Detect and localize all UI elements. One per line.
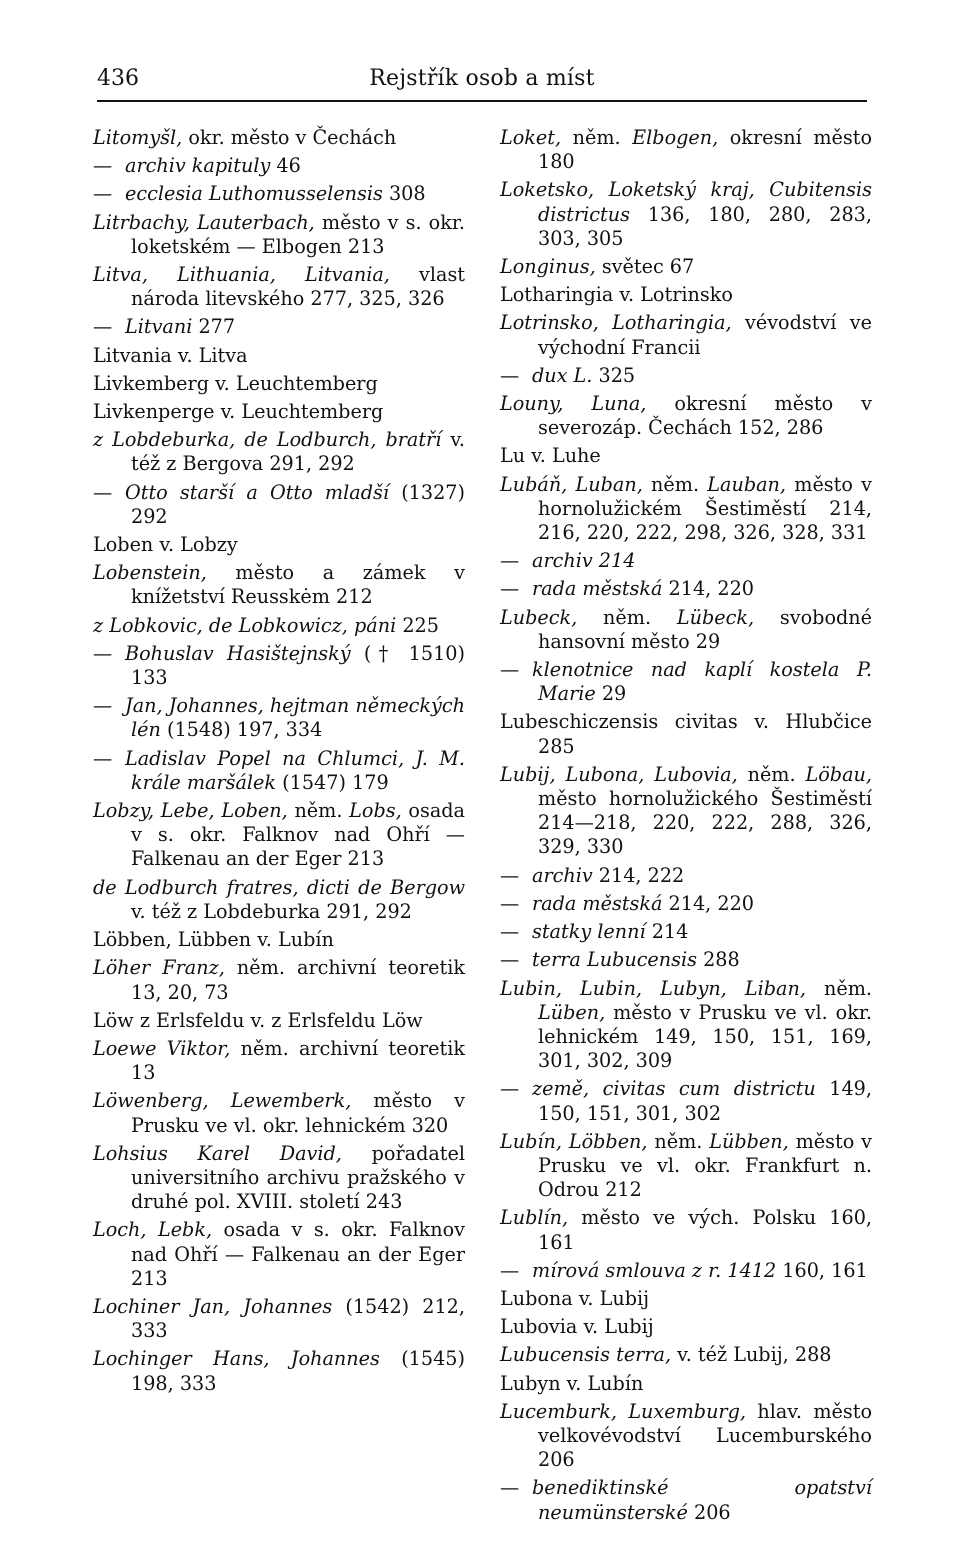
index-entry: [500, 892, 872, 916]
entry-term: Lauban,: [707, 472, 787, 496]
entry-dash: —: [500, 363, 520, 387]
index-entry: [500, 392, 872, 440]
entry-term: dux L.: [532, 363, 593, 387]
entry-text: Lotharingia v. Lotrinsko: [500, 283, 733, 307]
entry-term: Ladislav Popel na Chlumci, J. M. krále maršálek: [125, 746, 465, 794]
entry-term: statky lenní: [532, 920, 646, 944]
index-entry: [500, 126, 872, 174]
entry-text: v. též Lubij, 288: [671, 1343, 832, 1367]
index-entry: [93, 1037, 465, 1085]
entry-term: Otto starší a Otto mladší: [125, 480, 389, 504]
entry-dash: —: [500, 863, 520, 887]
index-entry: [500, 283, 872, 307]
running-title: Rejstřík osob a míst: [369, 66, 595, 91]
entry-term: Lublín,: [500, 1206, 569, 1230]
index-entry: [93, 1347, 465, 1395]
index-entry: [93, 154, 465, 178]
index-entry: [500, 1372, 872, 1396]
entry-text: město v Prusku ve vl. okr. lehnickém 149, 150, 151, 169, 301, 302, 309: [538, 1000, 872, 1073]
index-entry: [500, 364, 872, 388]
entry-dash: —: [93, 154, 113, 178]
entry-text: 29: [595, 682, 627, 706]
entry-text: Litvania v. Litva: [93, 343, 248, 367]
entry-text: 214, 222: [592, 863, 685, 887]
entry-term: Louny, Luna,: [500, 392, 647, 416]
index-entry: [500, 1206, 872, 1254]
index-entry: [93, 642, 465, 690]
index-entry: [93, 799, 465, 872]
index-entry: [500, 658, 872, 706]
index-entry: [93, 1295, 465, 1343]
entry-dash: —: [500, 577, 520, 601]
entry-text: něm. archivní teoretik 13, 20, 73: [131, 956, 465, 1004]
index-column-left: [93, 126, 465, 1400]
entry-term: ecclesia Luthomusselensis: [125, 182, 383, 206]
entry-text: město v s. okr. loketském — Elbogen 213: [131, 210, 466, 258]
index-entry: [93, 428, 465, 476]
entry-text: Lubona v. Lubij: [500, 1286, 650, 1310]
entry-dash: —: [93, 182, 113, 206]
entry-term: Lübben,: [709, 1129, 789, 1153]
index-entry: [500, 473, 872, 546]
entry-text: 46: [270, 154, 301, 178]
index-entry: [93, 372, 465, 396]
entry-dash: —: [500, 1258, 520, 1282]
index-entry: [500, 1130, 872, 1203]
index-entry: [93, 956, 465, 1004]
entry-term: Lochinger Hans, Johannes: [93, 1347, 380, 1371]
index-entry: [93, 481, 465, 529]
entry-text: (1542) 212, 333: [131, 1294, 465, 1343]
entry-text: vlast národa litevského 277, 325, 326: [131, 263, 466, 311]
entry-term: Loketsko, Loketský kraj, Cubitensis districtus: [500, 178, 872, 226]
page-header: [97, 64, 867, 102]
entry-dash: —: [93, 641, 113, 665]
entry-text: město a zámek v knížetství Reusskėm 212: [131, 561, 465, 609]
entry-term: Loket,: [500, 126, 562, 149]
index-entry: [500, 311, 872, 359]
entry-term: Lubeck,: [500, 605, 578, 629]
entry-text: Loben v. Lobzy: [93, 533, 238, 557]
entry-text: osada v s. okr. Falknov nad Ohří — Falkenau an der Eger 213: [131, 799, 465, 871]
entry-term: Löwenberg, Lewemberk,: [93, 1089, 352, 1113]
entry-text: (1547) 179: [276, 770, 389, 794]
entry-term: země, civitas cum districtu: [532, 1077, 816, 1101]
entry-text: Lubeschiczensis civitas v. Hlubčice 285: [500, 710, 872, 758]
entry-text: okresní město v severozáp. Čechách 152, 286: [538, 392, 873, 440]
entry-text: něm.: [642, 472, 708, 496]
entry-text: město hornolužického Šestiměstí 214—218, 220, 222, 288, 326, 329, 330: [538, 787, 872, 859]
index-entry: [93, 211, 465, 259]
index-entry: [500, 577, 872, 601]
index-entry: [93, 876, 465, 924]
entry-text: Livkemberg v. Leuchtemberg: [93, 371, 378, 395]
entry-dash: —: [93, 746, 113, 770]
entry-text: († 1510) 133: [131, 641, 465, 690]
entry-text: 325: [592, 363, 636, 387]
index-entry: [93, 263, 465, 311]
index-entry: [93, 1009, 465, 1033]
entry-term: Loch, Lebk,: [93, 1218, 213, 1242]
entry-text: 214, 220: [662, 577, 754, 601]
index-entry: [500, 444, 872, 468]
entry-text: město ve vých. Polsku 160, 161: [538, 1206, 872, 1254]
entry-term: z Lobdeburka, de Lodburch, bratří: [93, 428, 442, 452]
index-entry: [500, 763, 872, 860]
entry-text: něm.: [577, 605, 677, 629]
index-entry: [500, 1259, 872, 1283]
entry-term: Litrbachy, Lauterbach,: [93, 210, 315, 234]
index-entry: [93, 126, 465, 150]
entry-text: hlav. město velkovévodství Lucemburského 206: [538, 1399, 872, 1472]
entry-text: 277: [192, 315, 236, 339]
entry-text: Löbben, Lübben v. Lubín: [93, 928, 334, 952]
entry-term: Lübeck,: [676, 605, 755, 629]
entry-text: 308: [382, 182, 426, 206]
entry-text: Lubyn v. Lubín: [500, 1371, 644, 1395]
entry-term: Longinus,: [500, 255, 596, 279]
entry-text: město v hornolužickém Šestiměstí 214, 216, 220, 222, 298, 326, 328, 331: [538, 472, 872, 545]
entry-term: Jan, Johannes, hejtman německých lén: [125, 694, 465, 742]
entry-term: Lochiner Jan, Johannes: [93, 1294, 333, 1318]
index-entry: [93, 614, 465, 638]
entry-text: město v Prusku ve vl. okr. Frankfurt n. Odrou 212: [538, 1129, 872, 1202]
index-entry: [93, 928, 465, 952]
entry-dash: —: [93, 315, 113, 339]
entry-text: pořadatel universitního archivu pražského v druhé pol. XVIII. století 243: [131, 1141, 465, 1214]
entry-text: (1548) 197, 334: [160, 718, 323, 742]
entry-text: svobodné hansovní město 29: [538, 605, 872, 653]
entry-text: 225: [396, 613, 439, 637]
index-entry: [500, 920, 872, 944]
entry-term: Lobenstein,: [93, 561, 207, 585]
entry-term: archiv: [532, 863, 593, 887]
entry-term: de Lodburch fratres, dicti de Bergow: [93, 875, 465, 899]
entry-term: Lobs,: [349, 799, 402, 823]
entry-text: město v Prusku ve vl. okr. lehnickém 320: [131, 1089, 466, 1137]
entry-term: Lubin, Lubin, Lubyn, Liban,: [500, 976, 806, 1000]
entry-dash: —: [500, 891, 520, 915]
entry-text: něm.: [561, 126, 633, 149]
entry-dash: —: [500, 1476, 520, 1500]
entry-term: Löbau,: [805, 762, 872, 786]
entry-dash: —: [500, 948, 520, 972]
entry-text: 149, 150, 151, 301, 302: [538, 1077, 872, 1125]
index-entry: [93, 533, 465, 557]
entry-text: něm.: [737, 762, 806, 786]
entry-text: 214, 220: [662, 891, 754, 915]
index-entry: [500, 1400, 872, 1473]
entry-term: mírová smlouva z r. 1412: [532, 1258, 777, 1282]
page-number: 436: [97, 66, 139, 91]
entry-term: benediktinské opatství neumünsterské: [532, 1476, 872, 1524]
entry-text: něm.: [647, 1129, 710, 1153]
entry-text: něm. archivní teoretik 13: [131, 1036, 466, 1085]
entry-text: 206: [687, 1500, 731, 1524]
index-entry: [93, 1142, 465, 1215]
index-entry: [500, 948, 872, 972]
entry-text: osada v s. okr. Falknov nad Ohří — Falkenau an der Eger 213: [131, 1218, 465, 1290]
entry-text: 136, 180, 280, 283, 303, 305: [538, 202, 872, 250]
index-entry: [500, 1343, 872, 1367]
index-entry: [500, 1315, 872, 1339]
index-entry: [500, 606, 872, 654]
entry-dash: —: [93, 694, 113, 718]
entry-dash: —: [93, 480, 113, 504]
entry-dash: —: [500, 549, 520, 573]
entry-text: Lu v. Luhe: [500, 444, 601, 468]
entry-text: v. též z Bergova 291, 292: [131, 428, 465, 476]
entry-term: klenotnice nad kaplí kostela P. Marie: [532, 658, 872, 706]
entry-term: terra Lubucensis: [532, 948, 697, 972]
index-entry: [500, 710, 872, 758]
entry-text: okr. město v Čechách: [182, 126, 397, 149]
entry-dash: —: [500, 658, 520, 682]
entry-text: Livkenperge v. Leuchtemberg: [93, 400, 384, 424]
entry-term: Elbogen,: [632, 126, 719, 149]
index-entry: [500, 1476, 872, 1524]
entry-term: Lubucensis terra,: [500, 1343, 672, 1367]
entry-term: Lubij, Lubona, Lubovia,: [500, 762, 738, 786]
entry-text: Lubovia v. Lubij: [500, 1315, 654, 1339]
entry-term: archiv kapituly: [125, 154, 271, 178]
index-entry: [93, 1218, 465, 1291]
entry-term: Lubáň, Luban,: [500, 472, 643, 496]
entry-term: Lohsius Karel David,: [93, 1141, 342, 1165]
index-entry: [93, 400, 465, 424]
entry-term: Lotrinsko, Lotharingia,: [500, 311, 732, 335]
index-entry: [500, 549, 872, 573]
index-entry: [500, 178, 872, 251]
entry-term: Lucemburk, Luxemburg,: [500, 1399, 746, 1423]
entry-text: v. též z Lobdeburka 291, 292: [131, 899, 412, 923]
entry-text: (1545) 198, 333: [131, 1347, 465, 1395]
entry-dash: —: [500, 920, 520, 944]
index-column-right: [500, 126, 872, 1529]
index-entry: [500, 864, 872, 888]
entry-text: něm.: [805, 976, 873, 1000]
entry-text: vévodství ve východní Francii: [538, 311, 873, 359]
entry-text: okresní město 180: [538, 126, 872, 174]
index-entry: [93, 182, 465, 206]
index-entry: [500, 1077, 872, 1125]
entry-text: něm.: [287, 799, 350, 823]
entry-text: 214: [645, 920, 689, 944]
entry-text: (1327) 292: [131, 480, 466, 528]
entry-term: z Lobkovic, de Lobkowicz, páni: [93, 613, 397, 637]
index-entry: [93, 747, 465, 795]
entry-term: Loewe Viktor,: [93, 1036, 231, 1060]
index-entry: [93, 694, 465, 742]
entry-text: světec 67: [595, 255, 695, 279]
entry-term: rada městská: [532, 577, 663, 601]
entry-term: Litva, Lithuania, Litvania,: [93, 263, 390, 287]
index-entry: [500, 1287, 872, 1311]
index-entry: [93, 344, 465, 368]
index-entry: [93, 1089, 465, 1137]
entry-text: Löw z Erlsfeldu v. z Erlsfeldu Löw: [93, 1008, 423, 1032]
entry-term: Löher Franz,: [93, 956, 225, 980]
index-entry: [93, 315, 465, 339]
entry-term: Lobzy, Lebe, Loben,: [93, 799, 288, 823]
entry-term: Litomyšl,: [93, 126, 183, 149]
entry-text: 288: [696, 948, 740, 972]
index-entry: [93, 561, 465, 609]
entry-text: 160, 161: [776, 1258, 868, 1282]
index-entry: [500, 977, 872, 1074]
entry-term: Litvani: [125, 315, 193, 339]
entry-term: Bohuslav Hasištejnský: [125, 641, 351, 665]
entry-term: rada městská: [532, 891, 663, 915]
entry-term: Lüben,: [538, 1000, 606, 1024]
entry-dash: —: [500, 1077, 520, 1101]
entry-term: archiv 214: [532, 549, 636, 573]
index-entry: [500, 255, 872, 279]
entry-term: Lubín, Löbben,: [500, 1129, 648, 1153]
